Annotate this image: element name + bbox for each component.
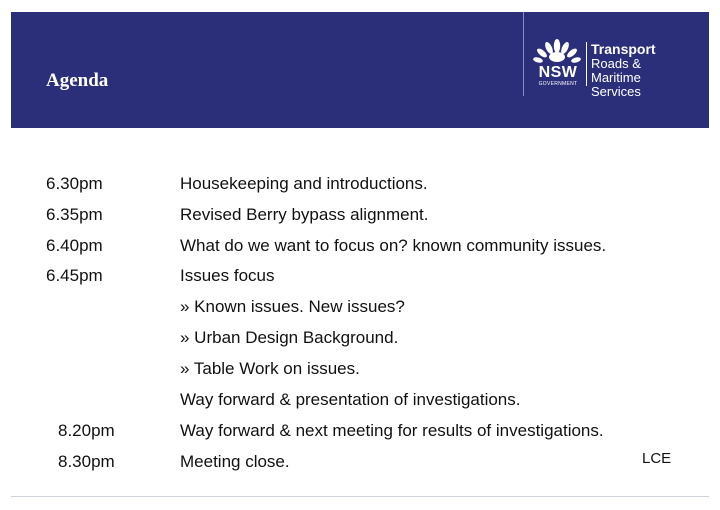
agenda-row <box>0 261 720 292</box>
agenda-time: 6.30pm <box>46 174 103 193</box>
agenda-subitem: » Urban Design Background. <box>180 328 399 347</box>
slide-title: Agenda <box>46 70 109 91</box>
agenda-row <box>0 447 720 478</box>
agenda-time: 8.30pm <box>58 452 115 471</box>
agenda-row <box>0 292 720 323</box>
agenda-row <box>0 385 720 416</box>
agenda-item: Revised Berry bypass alignment. <box>180 205 429 224</box>
agenda-item: Way forward & next meeting for results of investigations. <box>180 421 604 440</box>
logo-line-services: Services <box>591 84 641 99</box>
agenda-time: 6.40pm <box>46 236 103 255</box>
agenda-row <box>0 169 720 200</box>
nsw-transport-logo <box>532 38 692 99</box>
agenda-row <box>0 231 720 262</box>
nsw-wordmark: NSW <box>538 64 578 81</box>
agenda-time: 6.45pm <box>46 266 103 285</box>
agenda-item: What do we want to focus on? known community issues. <box>180 236 607 255</box>
agenda-item: Meeting close. <box>180 452 290 471</box>
government-wordmark: GOVERNMENT <box>538 81 578 87</box>
agenda-row <box>0 323 720 354</box>
agenda-time: 8.20pm <box>58 421 115 440</box>
agenda-subitem: » Table Work on issues. <box>180 359 360 378</box>
footer-tag: LCE <box>642 450 672 467</box>
agenda-time: 6.35pm <box>46 205 103 224</box>
agenda-item: Housekeeping and introductions. <box>180 174 428 193</box>
agenda-row <box>0 354 720 385</box>
agenda-item: Issues focus <box>180 266 275 285</box>
logo-line-roads-maritime: Roads & Maritime <box>591 56 641 85</box>
agenda-item: Way forward & presentation of investigations. <box>180 390 521 409</box>
bottom-rule <box>11 496 709 497</box>
header-divider <box>523 12 524 96</box>
logo-separator <box>586 42 587 86</box>
agenda-subitem: » Known issues. New issues? <box>180 297 405 316</box>
agenda-row <box>0 416 720 447</box>
agenda-row <box>0 200 720 231</box>
logo-line-transport: Transport <box>591 41 656 57</box>
logo-text <box>591 42 692 99</box>
